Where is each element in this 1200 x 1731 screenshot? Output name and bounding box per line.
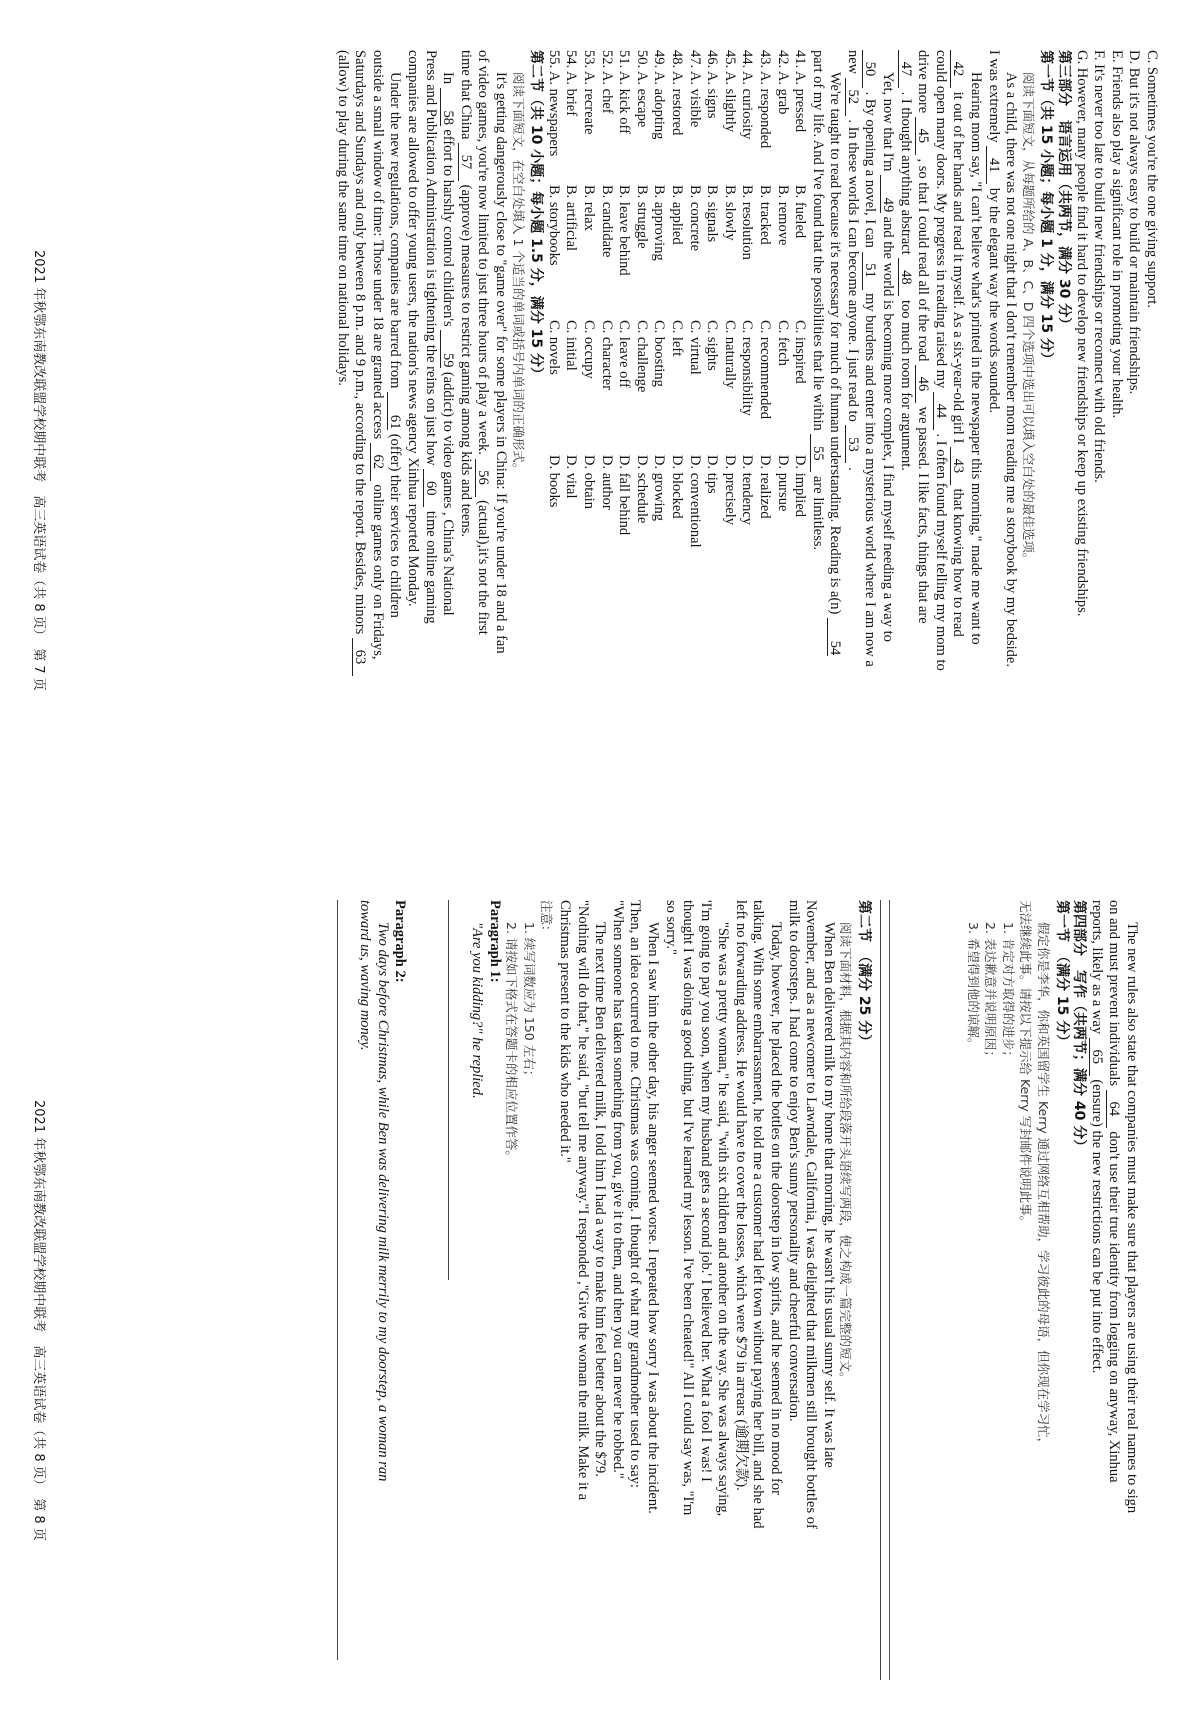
option-cell: C. fetch [774, 320, 791, 366]
option-cell: 54. A. brief [563, 50, 580, 117]
story-line: Then, an idea occurred to me. Christmas was coming. I thought of what my grandmother used to say: [627, 900, 644, 1488]
story-line: talking. With some embarrassment, he told me a customer had left town without paying her bill, and she had [750, 900, 767, 1529]
option-cell: B. storybooks [545, 185, 562, 266]
answer-area [889, 900, 960, 1680]
text: . In these worlds I can become anyone. I just read to [844, 119, 861, 422]
option-cell: D. schedule [633, 455, 650, 524]
option-cell: D. tips [704, 455, 721, 494]
story-line: Today, however, he placed the bottles on the doorstep in low spirits, and he seemed in no mood for [768, 922, 785, 1495]
story-line: "Nothing will do that," he said, "but tell me anyway."I responded ,"Give the woman the milk. Make it a [574, 900, 591, 1501]
passage1-line [808, 50, 826, 830]
option-cell: C. occupy [581, 320, 597, 379]
option-d: D. But it's not always easy to build or maintain friendships. [1126, 50, 1143, 395]
passage1-line [931, 50, 949, 830]
page-7-footer: 2021 年秋鄂东南教改联盟学校期中联考 高三英语试卷（共 8 页） 第 7 页 [31, 250, 46, 691]
text: , so that I could read all of the road [915, 158, 932, 362]
page-7-column [0, 50, 1200, 850]
paragraph2-opening: toward us, waving money. [357, 900, 374, 1051]
passage2-line [474, 50, 492, 830]
option-cell: B. struggle [633, 185, 650, 249]
spacer [872, 900, 880, 1680]
text: that knowing how to read [950, 488, 967, 637]
text: too much room for argument. [897, 299, 914, 471]
option-f: F. It's never too late to build new friendships or reconnect with old friends. [1091, 50, 1108, 483]
writing1-prompt: 无法继续此事。请按以下提示给 Kerry 写封邮件说明此事。 [1018, 900, 1034, 1229]
option-cell: 51. A. kick off [616, 50, 633, 134]
story-line: 'I'm going to pay you soon, when my husband gets a second job.' I believed her. What a fool I was! I [697, 900, 714, 1482]
section2-title: 第二节（共 10 小题；每小题 1.5 分，满分 15 分） [528, 50, 545, 382]
blank-56: 56 [475, 459, 490, 497]
option-cell: B. fueled [792, 185, 809, 239]
option-cell: D. tendency [739, 455, 756, 526]
section1-instructions: 阅读下面短文，从每题所给的 A、B、C、D 四个选项中选出可以填入空白处的最佳选项。 [1020, 72, 1036, 566]
writing1-prompt: 假定你是李华，你和英国留学生 Kerry 通过网络互相帮助，学习彼此的母语，但你现在学习忙， [1036, 922, 1052, 1451]
blank-49: 49 [880, 175, 895, 213]
story-line: so sorry." [662, 900, 679, 955]
story-line: Christmas present to the kids who needed it." [556, 900, 573, 1163]
writing1-item: 1. 肯定对方取得的进步； [1000, 922, 1016, 1063]
paragraph2-opening: Two days before Christmas, while Ben was delivering milk merrily to my doorstep, a woman ran [374, 922, 391, 1482]
story-line: milk to doorsteps. I had come to enjoy Ben's sunny personality and cheerful conversation. [785, 900, 802, 1422]
text: (actual),it's not the first [475, 500, 492, 635]
option-cell: 52. A. chef [598, 50, 615, 114]
option-cell: C. inspired [792, 320, 809, 384]
option-cell: C. leave off [616, 320, 633, 388]
option-cell: 55. A. newspapers [545, 50, 562, 157]
paragraph1-opening: "Are you kidding?" he replied. [469, 922, 485, 1099]
passage2-line [456, 50, 474, 830]
option-cell: D. books [545, 455, 562, 508]
text: In [440, 72, 457, 85]
blank-51: 51 [863, 252, 878, 290]
option-cell: C. character [598, 320, 615, 391]
passage1-line [914, 50, 932, 830]
text: (approve) measures to restrict gaming among kids and teens. [457, 184, 474, 537]
option-cell: C. virtual [686, 320, 703, 375]
option-cell: B. signals [704, 185, 721, 243]
passage1-line [826, 50, 844, 830]
passage1-line [843, 50, 861, 830]
passage2-line [1105, 900, 1123, 1680]
passage2-line [368, 50, 386, 830]
story-line: The next time Ben delivered milk, I told him I had a way to make him feel better about the $79. [592, 922, 609, 1477]
text: drive more [915, 50, 932, 114]
option-cell: C. novels [545, 320, 562, 375]
option-cell: B. concrete [686, 185, 703, 252]
option-cell: 42. A. grab [774, 50, 791, 115]
blank-42: 42 [950, 50, 965, 88]
blank-55: 55 [810, 434, 825, 472]
text: by the elegant way the words sounded. [985, 187, 1002, 413]
part3-title: 第三部分 语言运用（共两节，满分 30 分） [1056, 50, 1073, 332]
text: my burdens and enter into a mysterious world where I am now a [862, 293, 879, 667]
option-cell: C. challenge [633, 320, 650, 393]
option-cell: D. pursue [774, 455, 791, 512]
text: don't use their true identity from logging on anyway, Xinhua [1106, 1131, 1123, 1483]
paragraph1-label: Paragraph 1: [486, 900, 503, 983]
section2-instructions: 阅读下面短文，在空白处填入 1 个适当的单词或括号内单词的正确形式。 [510, 72, 526, 476]
blank-45: 45 [915, 117, 930, 155]
blank-63: 63 [352, 638, 367, 676]
text: We're taught to read because it's necessary for much of human understanding. Reading is a(n) [827, 72, 844, 615]
text: Press and Publication Administration is tightening the reins on just how [422, 50, 439, 466]
passage1-line [949, 50, 967, 830]
blank-62: 62 [370, 443, 385, 481]
option-cell: B. artificial [563, 185, 580, 252]
option-cell: B. resolution [739, 185, 756, 260]
text: outside a small window of time: Those under 18 are granted access [369, 50, 386, 440]
writing1-item: 3. 希望得到他的谅解。 [965, 922, 981, 1051]
option-cell: B. candidate [598, 185, 615, 258]
passage1-line: As a child, there was not one night that I don't remember mom reading me a storybook by my bedside. [1003, 72, 1020, 667]
blank-61: 61 [387, 392, 402, 430]
passage1-line [879, 50, 897, 830]
option-cell: 45. A. slightly [721, 50, 738, 133]
option-cell: 43. A. responded [756, 50, 773, 149]
text: . By opening a novel, I can [862, 91, 879, 248]
text: (ensure) the new restrictions can be put into effect. [1088, 1079, 1105, 1374]
part4-title: 第四部分 写作（共两节；满分 40 分） [1071, 900, 1088, 1154]
paragraph2-label: Paragraph 2: [392, 900, 409, 983]
option-cell: C. boosting [651, 320, 668, 387]
passage2-line [1087, 900, 1105, 1680]
story-line: When I saw him the other day, his anger seemed worse. I repeated how sorry I was about the incident. [644, 922, 661, 1514]
blank-52: 52 [845, 78, 860, 116]
option-cell: B. slowly [721, 185, 738, 241]
option-cell: B. approving [651, 185, 668, 261]
text: online games only on Fridays, [369, 484, 386, 660]
option-cell: D. fall behind [616, 455, 633, 536]
blank-65: 65 [1089, 1038, 1104, 1076]
option-cell: C. sights [704, 320, 721, 371]
blank-46: 46 [915, 365, 930, 403]
text: we passed. I like facts, things that are [915, 406, 932, 624]
text: Saturdays and Sundays and only between 8 p.m. and 9 p.m., according to the report. Besides, minors [352, 50, 369, 635]
text: and the world is becoming more complex, I find myself needing a way to [880, 216, 897, 642]
text: I was extremely [985, 50, 1002, 143]
text: (addict) to video games , China's National [440, 371, 457, 616]
option-cell: D. blocked [668, 455, 685, 519]
text: Yet, now that I'm [880, 72, 897, 172]
blank-64: 64 [1106, 1090, 1121, 1128]
blank-44: 44 [933, 392, 948, 430]
passage1-line [984, 50, 1002, 830]
note-item: 1. 续写词数应为 150 左右； [521, 922, 537, 1083]
option-cell: B. relax [581, 185, 597, 231]
passage2-line: It's getting dangerously close to "game over" for some players in China: If you're under 18 and a fan [493, 72, 510, 654]
option-cell: C. naturally [721, 320, 738, 389]
option-cell: D. author [598, 455, 615, 510]
option-cell: D. conventional [686, 455, 703, 548]
option-c: C. Sometimes you're the one giving support. [1144, 50, 1160, 308]
option-e: E. Friends also play a significant role in promoting your health. [1108, 50, 1125, 419]
blank-48: 48 [898, 258, 913, 296]
story-line: "When someone has taken something from you, give it to them, and then you can never be robbed." [609, 900, 626, 1479]
passage2-line [351, 50, 369, 830]
blank-54: 54 [827, 618, 842, 656]
blank-58: 58 [440, 88, 455, 126]
writing1-item: 2. 表达歉意并说明原因； [983, 922, 999, 1063]
option-cell: D. vital [563, 455, 580, 499]
passage2-line [386, 50, 404, 830]
option-cell: B. tracked [756, 185, 773, 245]
option-cell: 47. A. visible [686, 50, 703, 128]
option-cell: D. precisely [721, 455, 738, 526]
blank-59: 59 [440, 330, 455, 368]
story-line: "She was a pretty woman," he said, "with six children and another on the way. She was always saying, [715, 922, 732, 1517]
passage2-line: The new rules also state that companies must make sure that players are using their real names to sign [1124, 922, 1140, 1514]
text: reports, likely as a way [1088, 900, 1105, 1035]
option-cell: 44. A. curiosity [739, 50, 756, 140]
blank-53: 53 [845, 425, 860, 463]
text: could open many doors. My progress in reading raised my [932, 50, 949, 389]
text: (offer) their services to children [387, 433, 404, 618]
option-cell: C. recommended [756, 320, 773, 420]
text: . I often found myself telling my mom to [932, 433, 949, 671]
text: of video games, you're now limited to just three hours of play a week. [475, 50, 492, 455]
note-item: 2. 请按如下格式在答题卡的相应位置作答。 [504, 922, 520, 1163]
option-cell: C. initial [563, 320, 580, 371]
text: on and must prevent individuals [1106, 900, 1123, 1087]
story-line: left no forwarding address. He would have to cover the losses, which were $79 in arrears (逾期欠款). [732, 900, 749, 1491]
text: it out of her hands and read it myself. As a six-year-old girl I [950, 91, 967, 444]
writing2-instructions: 阅读下面材料，根据其内容和所给段落开头语续写两段，使之构成一篇完整的短文。 [838, 922, 854, 1385]
option-cell: 53. A. recreate [581, 50, 597, 135]
text: new [844, 50, 861, 75]
option-cell: B. leave behind [616, 185, 633, 276]
writing2-title: 第二节 （满分 25 分） [856, 900, 873, 1049]
option-g: G. However, many people find it hard to develop new friendships or keep up existing friendships. [1073, 50, 1090, 617]
story-line: When Ben delivered milk to my home that morning, he wasn't his usual sunny self. It was late [820, 922, 837, 1468]
option-cell: 46. A. signs [704, 50, 721, 119]
option-cell: 41. A. pressed [792, 50, 809, 133]
option-cell: 50. A. escape [633, 50, 650, 128]
option-cell: D. realized [756, 455, 773, 519]
text: . [844, 467, 861, 471]
text: part of my life. And I've found that the possibilities that lie within [809, 50, 826, 431]
option-cell: C. responsibility [739, 320, 756, 416]
option-cell: B. applied [668, 185, 685, 245]
page-8-column [0, 900, 1200, 1700]
blank-57: 57 [458, 143, 473, 181]
passage2-line [439, 50, 457, 830]
blank-43: 43 [950, 447, 965, 485]
option-cell: 49. A. adopting [651, 50, 668, 140]
blank-50: 50 [863, 50, 878, 88]
section1-title: 第一节（共 15 小题；每小题 1 分，满分 15 分） [1038, 50, 1055, 366]
text: time that China [457, 50, 474, 140]
text: effort to harshly control children's [440, 129, 457, 327]
story-passage [555, 900, 837, 1680]
blank-41: 41 [986, 146, 1001, 184]
option-cell: D. growing [651, 455, 668, 522]
text: Under the new regulations, companies are barred from [387, 72, 404, 389]
passage2-line: companies are allowed to offer young users, the nation's news agency Xinhua reported Monday. [405, 50, 422, 607]
option-cell: C. left [668, 320, 685, 357]
text: time online gaming [422, 510, 439, 624]
option-cell: 48. A. restored [668, 50, 685, 136]
text: are limitless. [809, 476, 826, 551]
answer-line [880, 900, 885, 1680]
story-line: thought I was doing a good thing, but I've learned my lesson. I've been cheated!" All I could say was, "I'm [680, 900, 697, 1516]
blank-47: 47 [898, 50, 913, 88]
option-cell: D. obtain [581, 455, 597, 509]
page-8-footer: 2021 年秋鄂东南教改联盟学校期中联考 高三英语试卷（共 8 页） 第 8 页 [31, 1100, 46, 1541]
notes-title: 注意： [539, 900, 555, 938]
passage1-line: Hearing mom say, "I can't believe what's printed in the newspaper this morning," made me want to [968, 72, 985, 645]
passage2-line: (allow) to play during the same time on national holidays. [334, 50, 351, 386]
story-line: November, and as a newcomer to Lawndale, California, I was delighted that milkmen still brought bottles of [803, 900, 820, 1529]
option-cell: B. remove [774, 185, 791, 246]
blank-60: 60 [423, 469, 438, 507]
options-table [544, 50, 808, 830]
writing1-title: 第一节 （满分 15 分） [1053, 900, 1070, 1049]
passage1-line [861, 50, 879, 830]
spacer [408, 900, 448, 1680]
passage2-line [421, 50, 439, 830]
option-cell: D. implied [792, 455, 809, 518]
text: . I thought anything abstract [897, 91, 914, 255]
passage1-line [896, 50, 914, 830]
